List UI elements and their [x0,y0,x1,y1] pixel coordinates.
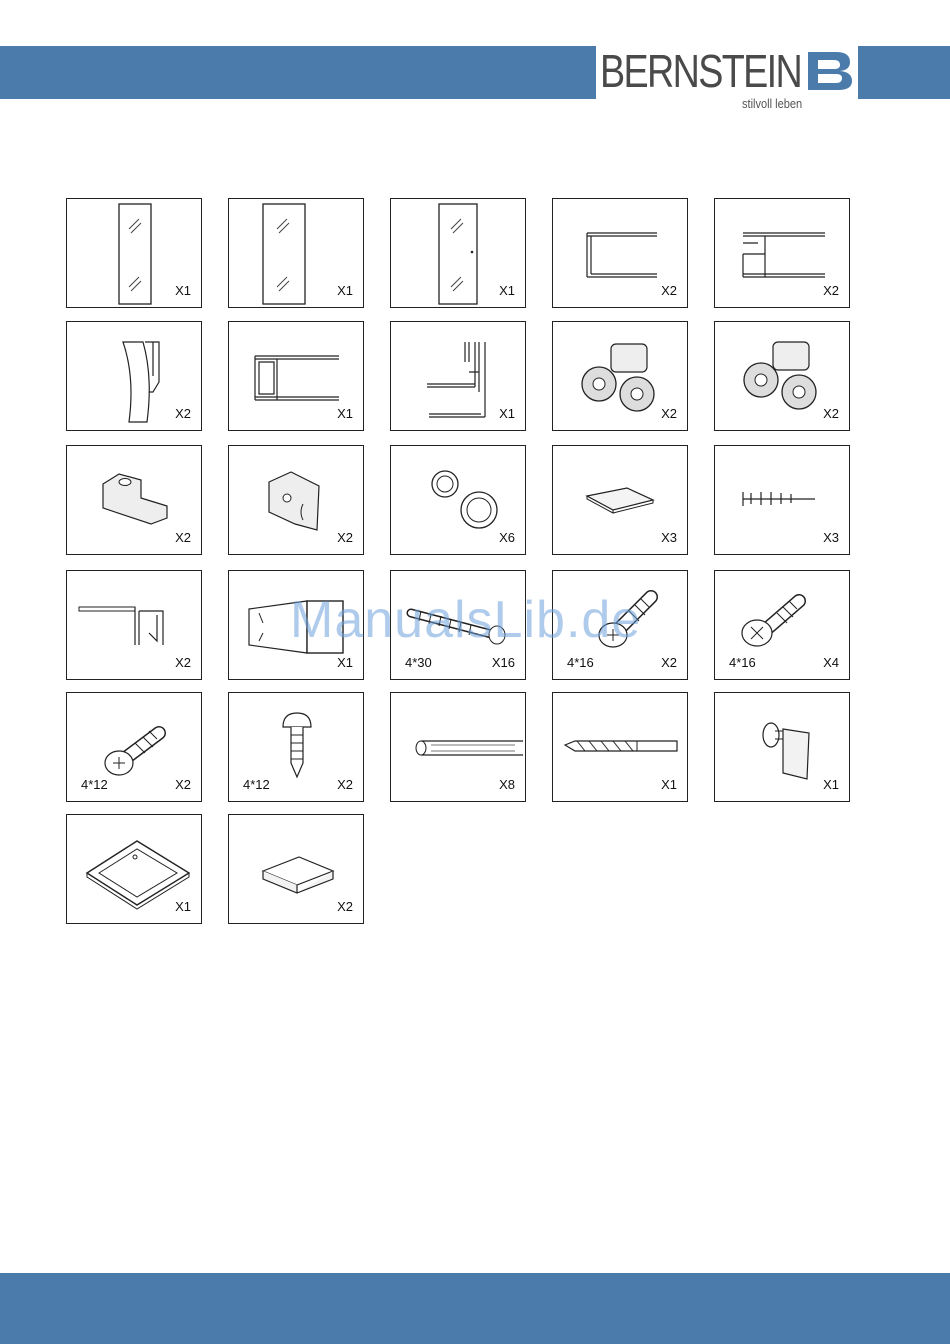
part-cell [66,198,202,308]
part-qty: X2 [823,406,839,421]
part-qty: X1 [337,283,353,298]
part-qty: X1 [337,406,353,421]
part-cell [390,198,526,308]
part-qty: X2 [661,283,677,298]
part-size: 4*16 [567,655,594,670]
part-cell [228,198,364,308]
part-cell [228,445,364,555]
part-qty: X1 [499,406,515,421]
part-qty: X2 [337,530,353,545]
part-cell [66,570,202,680]
part-cell [66,445,202,555]
part-qty: X3 [823,530,839,545]
part-qty: X2 [175,655,191,670]
part-qty: X3 [661,530,677,545]
part-cell [66,692,202,802]
part-qty: X1 [337,655,353,670]
part-cell [552,692,688,802]
part-cell [390,445,526,555]
watermark: ManualsLib.de [290,591,642,649]
part-cell [228,814,364,924]
part-cell [66,814,202,924]
part-cell [714,198,850,308]
part-qty: X1 [823,777,839,792]
part-qty: X2 [337,777,353,792]
part-qty: X2 [175,777,191,792]
part-qty: X1 [175,899,191,914]
part-size: 4*30 [405,655,432,670]
part-qty: X2 [823,283,839,298]
part-cell [390,692,526,802]
part-qty: X2 [175,530,191,545]
footer-band [0,1273,950,1344]
part-cell [228,321,364,431]
part-qty: X6 [499,530,515,545]
part-qty: X16 [491,655,515,670]
part-cell [66,321,202,431]
part-cell [714,445,850,555]
brand-name: BERNSTEIN [600,45,802,97]
part-size: 4*12 [81,777,108,792]
part-qty: X8 [499,777,515,792]
part-cell [390,321,526,431]
part-cell [714,570,850,680]
part-cell [228,692,364,802]
brand-tagline: stilvoll leben [742,96,803,111]
part-qty: X2 [661,406,677,421]
part-size: 4*12 [243,777,270,792]
part-qty: X1 [661,777,677,792]
part-qty: X2 [175,406,191,421]
part-cell [714,692,850,802]
part-cell [552,321,688,431]
part-qty: X2 [661,655,677,670]
part-qty: X1 [499,283,515,298]
part-cell [552,445,688,555]
part-qty: X4 [823,655,839,670]
part-qty: X1 [175,283,191,298]
part-size: 4*16 [729,655,756,670]
part-qty: X2 [337,899,353,914]
part-cell [552,198,688,308]
part-cell [714,321,850,431]
